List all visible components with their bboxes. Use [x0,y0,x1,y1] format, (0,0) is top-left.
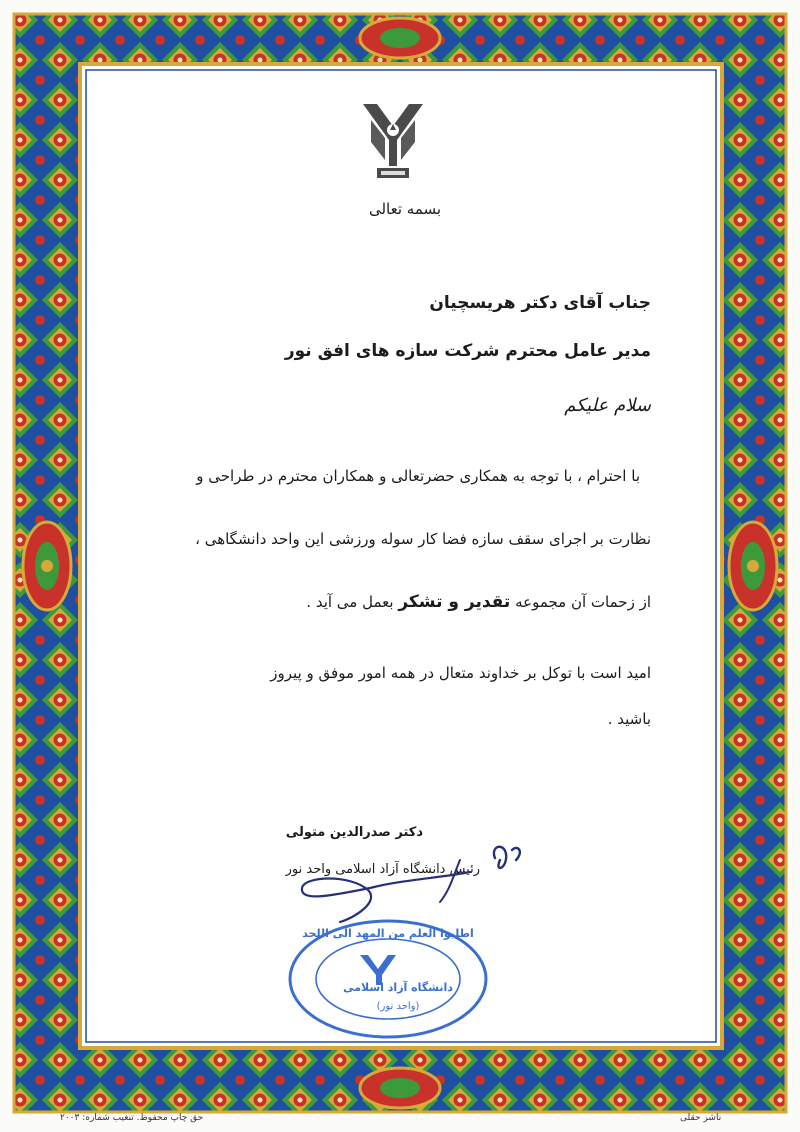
stamp-org: دانشگاه آزاد اسلامی [343,981,453,994]
body-line-1: با احترام ، با توجه به همکاری حضرتعالی و همکاران محترم در طراحی و [196,467,640,485]
recipient-name: جناب آقای دکتر هریسچیان [429,293,651,313]
official-stamp [286,915,490,1043]
body-line-3 [306,592,651,612]
right-medallion [729,522,777,610]
body-line-5: باشید . [607,710,651,728]
stamp-motto: اطلبوا العلم من المهد الی اللحد [302,927,474,940]
signatory-title: رئیس دانشگاه آزاد اسلامی واحد نور [285,862,480,877]
university-logo [357,100,429,182]
body-line-3-post: بعمل می آید . [306,593,394,611]
footer-left: ناشر حقلی [680,1113,722,1123]
body-line-3-emphasis: تقدیر و تشکر [398,592,511,612]
left-medallion [23,522,71,610]
greeting: سلام علیکم [564,395,651,416]
body-line-4: امید است با توکل بر خداوند متعال در همه امور موفق و پیروز [270,664,651,682]
body-line-3-pre: از زحمات آن مجموعه [515,593,651,611]
basmala: بسمه تعالی [368,200,442,218]
bottom-medallion [360,1068,440,1108]
top-medallion [360,18,440,58]
signatory-name: دکتر صدرالدین متولی [285,825,423,840]
recipient-title: مدیر عامل محترم شرکت سازه های افق نور [284,341,651,361]
footer-right: حق چاپ محفوظ. تنغیب شماره: ۲۰۰۳ [60,1113,204,1123]
body-line-2: نظارت بر اجرای سقف سازه فضا کار سوله ورزشی این واحد دانشگاهی ، [195,530,651,548]
stamp-unit: (واحد نور) [376,1001,420,1012]
